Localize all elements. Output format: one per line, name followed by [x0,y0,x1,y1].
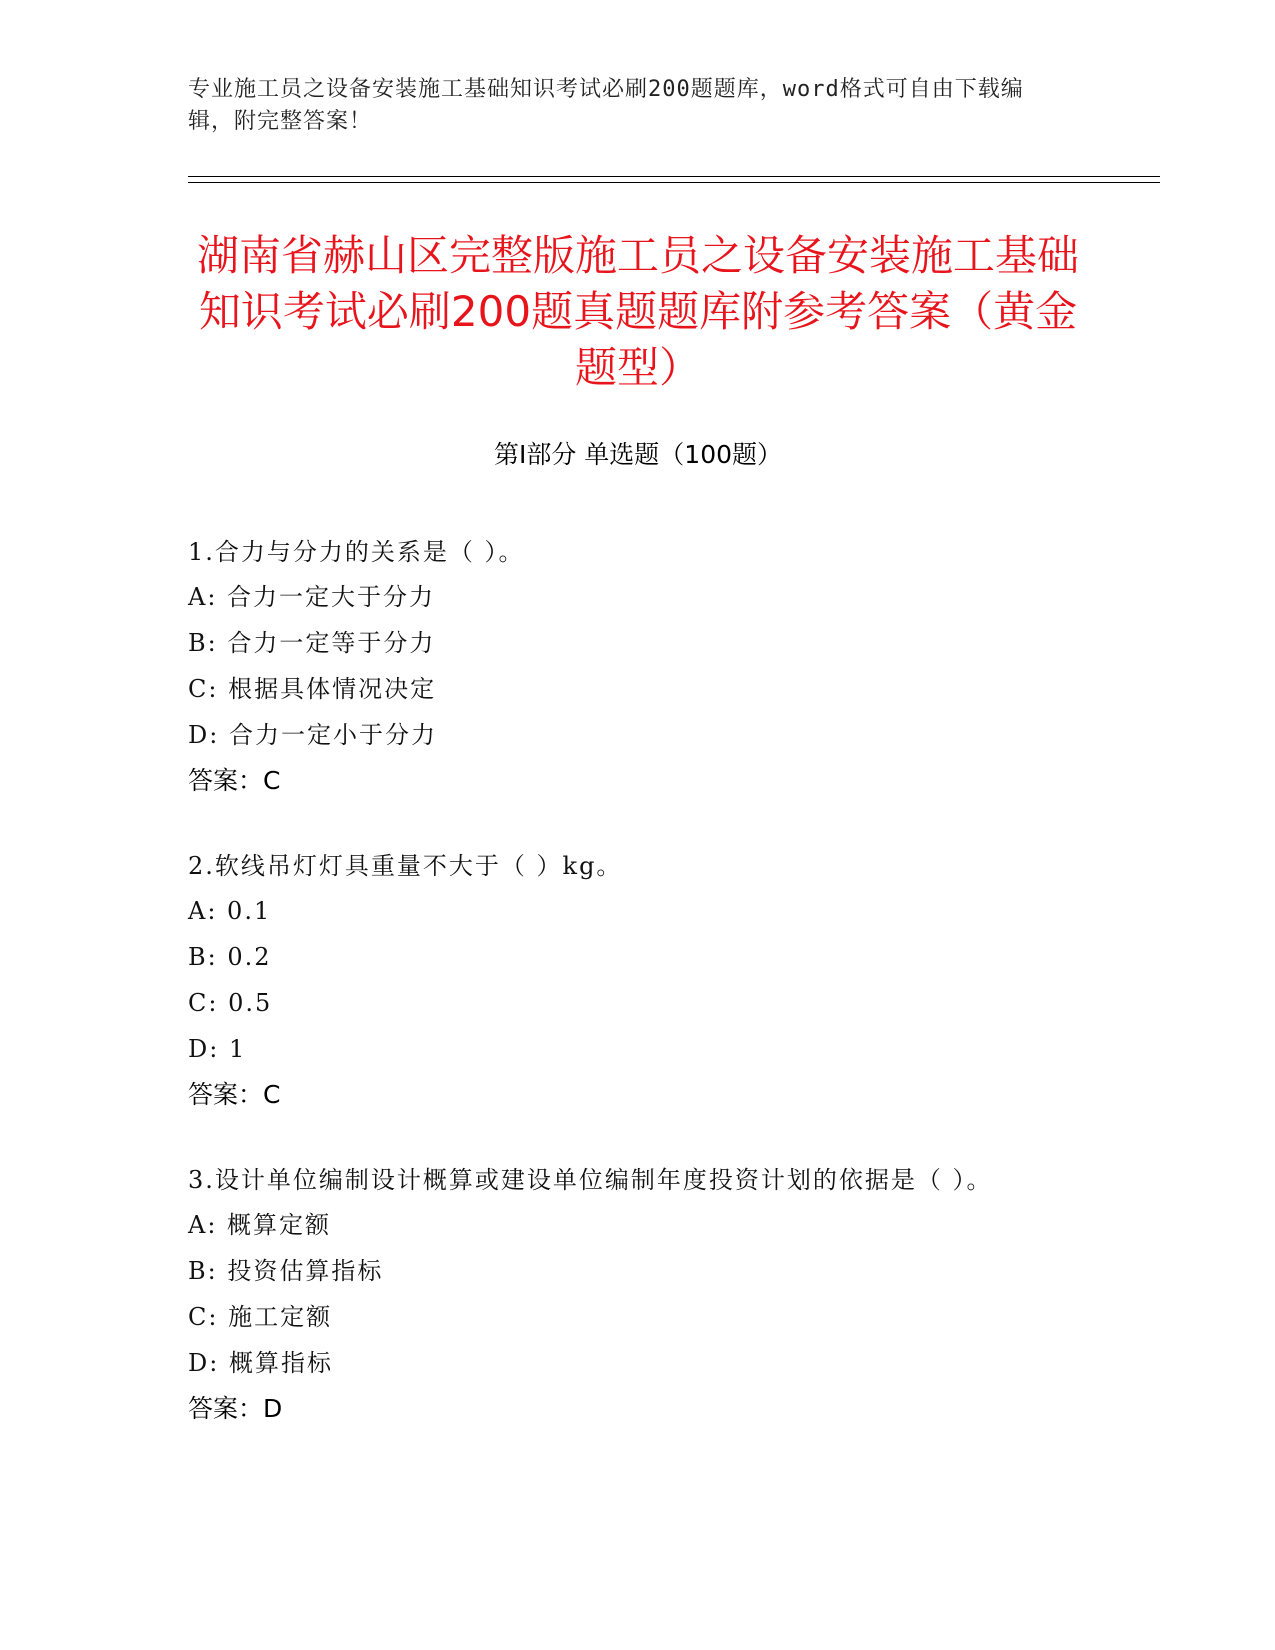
option-c: C: 根据具体情况决定 [188,675,437,703]
question-2 [188,844,1068,1118]
document-title: 湖南省赫山区完整版施工员之设备安装施工基础知识考试必刷200题真题题库附参考答案（黄金题型） [196,231,1079,392]
question-1 [188,530,1068,804]
option-d: D: 1 [188,1035,247,1063]
option-d: D: 合力一定小于分力 [188,721,437,749]
question-list [188,530,1068,1472]
option-c: C: 施工定额 [188,1303,333,1331]
option-b: B: 投资估算指标 [188,1257,384,1285]
question-3 [188,1158,1068,1432]
answer: 答案：D [188,1394,283,1423]
option-a: A: 0.1 [188,897,272,925]
header-divider-bottom [188,182,1160,183]
option-b: B: 0.2 [188,943,272,971]
question-stem: 2.软线吊灯灯具重量不大于（ ）kg。 [188,852,623,880]
option-a: A: 概算定额 [188,1211,332,1239]
section-heading: 第Ⅰ部分 单选题（100题） [493,440,783,469]
option-b: B: 合力一定等于分力 [188,629,436,657]
answer: 答案：C [188,766,281,795]
option-c: C: 0.5 [188,989,273,1017]
option-a: A: 合力一定大于分力 [188,583,436,611]
header-note: 专业施工员之设备安装施工基础知识考试必刷200题题库，word格式可自由下载编辑，附完整答案！ [188,77,1024,134]
answer: 答案：C [188,1080,281,1109]
header-divider-top [188,176,1160,177]
question-stem: 1.合力与分力的关系是（ ）。 [188,538,525,566]
option-d: D: 概算指标 [188,1349,333,1377]
question-stem: 3.设计单位编制设计概算或建设单位编制年度投资计划的依据是（ ）。 [188,1166,993,1194]
